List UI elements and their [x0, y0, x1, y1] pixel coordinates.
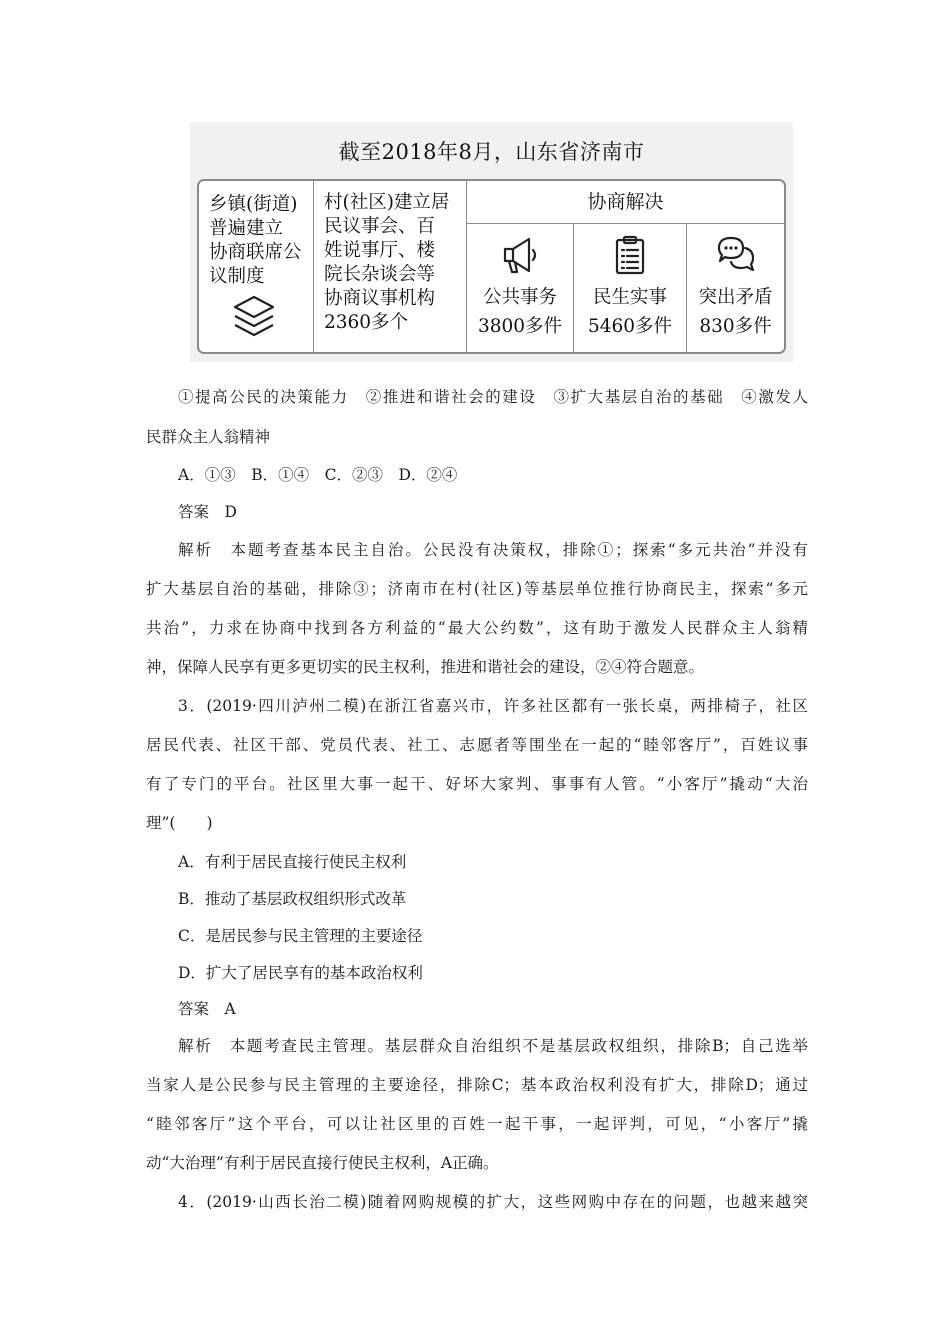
consultation-header: 协商解决: [467, 181, 784, 224]
q2-analysis-line: 神，保障人民享有更多更切实的民主权利，推进和谐社会的建设，②④符合题意。: [146, 658, 705, 676]
q3-analysis-line: 当家人是公民参与民主管理的主要途径，排除C；基本政治权利没有扩大，排除D；通过: [146, 1076, 808, 1094]
q4-stem-line: 4．(2019·山西长治二模)随着网购规模的扩大，这些网购中存在的问题，也越来越突: [178, 1193, 808, 1211]
township-text: 乡镇(街道) 普遍建立 协商联席公 议制度: [209, 194, 302, 287]
figure-table: [197, 179, 786, 354]
township-column: [199, 181, 314, 352]
q3-analysis-line: 解析 本题考查民主管理。基层群众自治组织不是基层政权组织，排除B；自己选举: [178, 1037, 808, 1055]
q2-choices: A．①③ B．①④ C．②③ D．②④: [178, 466, 458, 484]
public-affairs-count: 3800多件: [477, 316, 563, 337]
q2-analysis-line: 共治”，力求在协商中找到各方利益的“最大公约数”，这有助于激发人民群众主人翁精: [146, 619, 808, 637]
q3-stem-line: 居民代表、社区干部、党员代表、社工、志愿者等围坐在一起的“睦邻客厅”，百姓议事: [146, 736, 808, 754]
conflict-cell: [686, 224, 784, 352]
clipboard-icon: [609, 234, 651, 276]
public-affairs-cell: [467, 224, 573, 352]
q2-analysis-line: 扩大基层自治的基础，排除③；济南市在村(社区)等基层单位推行协商民主，探索“多元: [146, 580, 808, 598]
livelihood-cell: [573, 224, 686, 352]
q3-stem-line: 理”( ): [146, 814, 213, 832]
q3-answer: 答案 A: [178, 1000, 236, 1018]
conflict-count: 830多件: [699, 316, 772, 337]
q3-option-a: A．有利于居民直接行使民主权利: [178, 853, 407, 871]
q3-stem-line: 有了专门的平台。社区里大事一起干、好坏大家判、事事有人管。“小客厅”撬动“大治: [146, 775, 808, 793]
village-column: [314, 181, 467, 352]
village-text: 村(社区)建立居 民议事会、百 姓说事厅、楼 院长杂谈会等 协商议事机构 2360多个: [324, 192, 450, 333]
conflict-label: 突出矛盾: [698, 287, 773, 308]
megaphone-icon: [499, 234, 541, 276]
q3-analysis-line: “睦邻客厅”这个平台，可以让社区里的百姓一起干事，一起评判，可见，“小客厅”撬: [146, 1115, 808, 1133]
infographic-figure: [190, 122, 793, 362]
q3-option-d: D．扩大了居民享有的基本政治权利: [178, 964, 423, 982]
q3-stem-line: 3．(2019·四川泸州二模)在浙江省嘉兴市，许多社区都有一张长桌，两排椅子，社区: [178, 697, 808, 715]
q3-analysis-line: 动“大治理”有利于居民直接行使民主权利，A正确。: [146, 1154, 499, 1172]
layers-icon: [232, 294, 276, 342]
livelihood-count: 5460多件: [587, 316, 673, 337]
q2-analysis-line: 解析 本题考查基本民主自治。公民没有决策权，排除①；探索“多元共治”并没有: [178, 541, 808, 559]
q3-option-b: B．推动了基层政权组织形式改革: [178, 890, 407, 908]
figure-title: 截至2018年8月，山东省济南市: [338, 140, 645, 164]
q2-options-line: ①提高公民的决策能力 ②推进和谐社会的建设 ③扩大基层自治的基础 ④激发人: [178, 388, 808, 406]
q3-option-c: C．是居民参与民主管理的主要途径: [178, 927, 423, 945]
q2-options-line-cont: 民群众主人翁精神: [146, 428, 271, 446]
chat-bubbles-icon: [715, 234, 757, 276]
livelihood-label: 民生实事: [592, 287, 667, 308]
consultation-column: [467, 181, 784, 352]
public-affairs-label: 公共事务: [482, 287, 557, 308]
q2-answer: 答案 D: [178, 503, 237, 521]
